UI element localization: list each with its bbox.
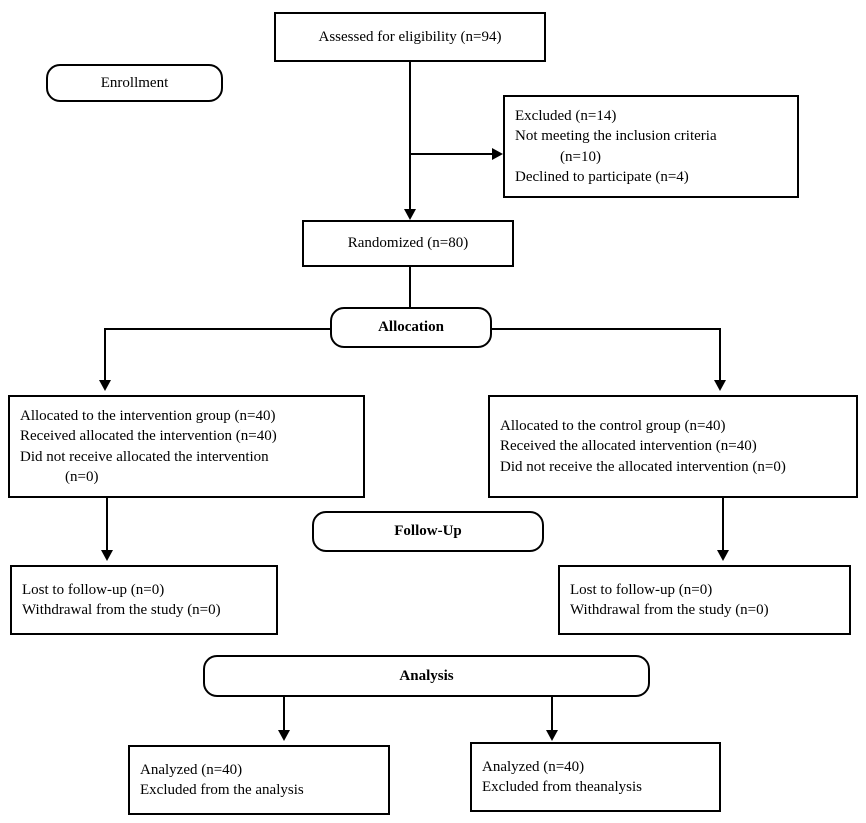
arrowhead-allocated-intervention: [99, 380, 111, 391]
node-line: Withdrawal from the study (n=0): [22, 602, 221, 618]
node-line: Lost to follow-up (n=0): [570, 581, 713, 598]
stage-label: Analysis: [399, 667, 454, 684]
stage-label: Follow-Up: [394, 523, 462, 539]
stage-follow-up: [312, 511, 544, 552]
arrowhead-analyzed-left: [278, 730, 290, 741]
node-line: Analyzed (n=40): [140, 761, 243, 778]
node-line: (n=0): [20, 468, 99, 485]
node-analyzed-left: [128, 745, 390, 815]
stage-label: Allocation: [378, 319, 444, 335]
connector-randomized-to-allocation: [409, 267, 411, 307]
node-line: (n=10): [515, 148, 601, 165]
connector-allocation-right-down: [719, 328, 721, 382]
node-randomized: [302, 220, 514, 267]
arrowhead-excluded: [492, 148, 503, 160]
arrowhead-followup-right: [717, 550, 729, 561]
node-excluded: [503, 95, 799, 198]
connector-analysis-left: [283, 697, 285, 732]
node-analyzed-right: [470, 742, 721, 812]
node-line: Received allocated the intervention (n=40): [20, 428, 277, 445]
node-line: Not meeting the inclusion criteria: [515, 128, 717, 145]
node-line: Declined to participate (n=4): [515, 168, 689, 185]
node-line: Excluded from the analysis: [140, 782, 304, 798]
arrowhead-allocated-control: [714, 380, 726, 391]
stage-allocation: [330, 307, 492, 348]
node-line: Randomized (n=80): [347, 235, 469, 252]
node-line: Received the allocated intervention (n=40): [500, 438, 757, 455]
arrowhead-followup-left: [101, 550, 113, 561]
connector-intervention-to-followup: [106, 498, 108, 552]
connector-to-excluded: [409, 153, 494, 155]
connector-analysis-right: [551, 697, 553, 732]
stage-analysis: [203, 655, 650, 697]
node-line: Withdrawal from the study (n=0): [570, 602, 769, 618]
connector-control-to-followup: [722, 498, 724, 552]
node-line: Allocated to the intervention group (n=40): [20, 408, 276, 424]
connector-allocation-left-down: [104, 328, 106, 382]
arrowhead-analyzed-right: [546, 730, 558, 741]
connector-allocation-split-right: [492, 328, 721, 330]
node-line: Excluded from theanalysis: [482, 779, 642, 795]
node-line: Assessed for eligibility (n=94): [318, 28, 502, 45]
node-line: Allocated to the control group (n=40): [500, 418, 726, 435]
connector-assessed-to-randomized: [409, 62, 411, 212]
node-allocated-intervention: [8, 395, 365, 498]
node-line: Lost to follow-up (n=0): [22, 581, 165, 598]
node-line: Excluded (n=14): [515, 108, 617, 124]
arrowhead-randomized: [404, 209, 416, 220]
stage-label: Enrollment: [100, 74, 169, 91]
node-line: Analyzed (n=40): [482, 758, 585, 775]
node-followup-left: [10, 565, 278, 635]
node-allocated-control: [488, 395, 858, 498]
node-assessed-for-eligibility: [274, 12, 546, 62]
connector-allocation-split: [104, 328, 330, 330]
node-followup-right: [558, 565, 851, 635]
node-line: Did not receive the allocated intervention (n=0): [500, 458, 786, 475]
node-line: Did not receive allocated the intervention: [20, 448, 269, 465]
stage-enrollment: [46, 64, 223, 102]
